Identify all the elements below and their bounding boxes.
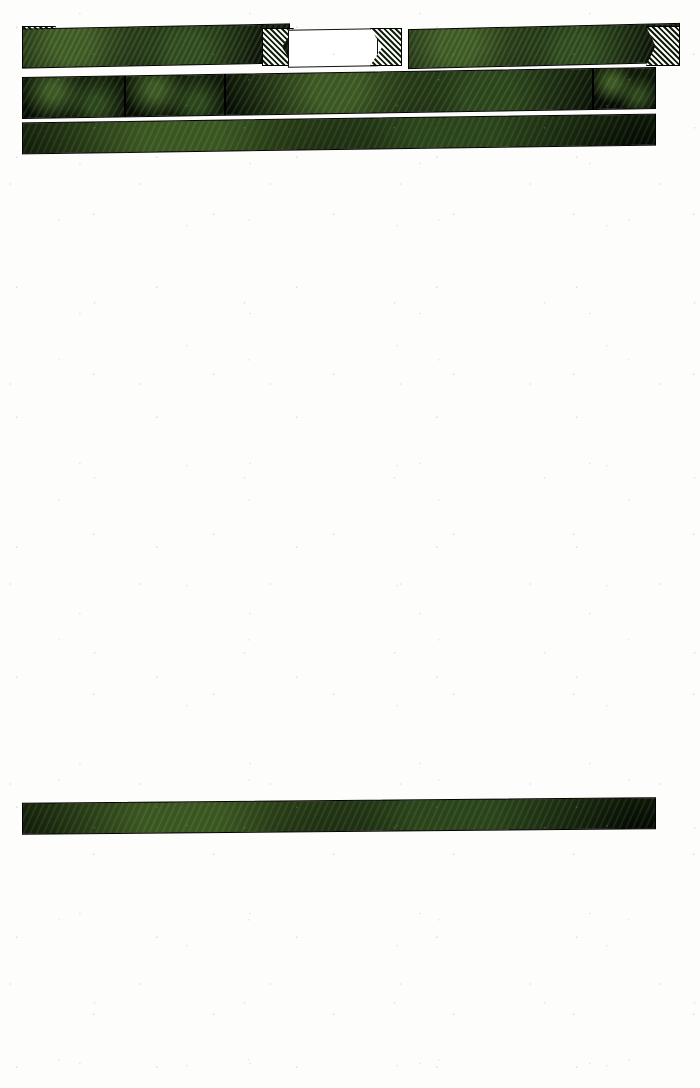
page-number-ribbon bbox=[262, 26, 402, 70]
header-left-title bbox=[23, 24, 289, 67]
header-right-title bbox=[409, 24, 679, 68]
header-left-band bbox=[22, 23, 290, 68]
column-header-page-answers bbox=[22, 75, 125, 119]
column-header-paper-no bbox=[593, 67, 656, 110]
column-header-titles bbox=[225, 68, 593, 116]
section-title-annual-board-papers bbox=[22, 114, 656, 155]
column-header-page-questions bbox=[125, 74, 225, 118]
header-right-band bbox=[408, 23, 680, 69]
table-column-headers bbox=[22, 67, 656, 119]
section-title-unsolved-papers bbox=[22, 797, 656, 835]
page-number bbox=[288, 28, 378, 68]
